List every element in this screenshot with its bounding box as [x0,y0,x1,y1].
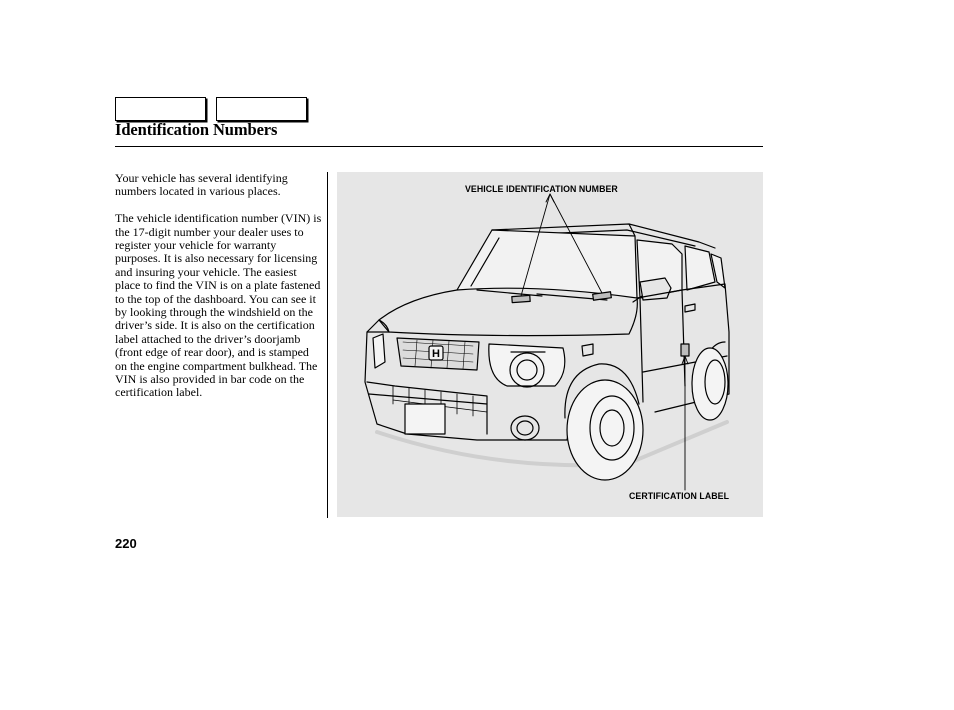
svg-text:H: H [432,348,440,360]
nav-button-previous[interactable] [115,97,206,121]
vin-paragraph: The vehicle identification number (VIN) is the 17-digit number your dealer uses to register your vehicle for warranty purposes. It is also necessary for licensing and insuring your vehicle. The easiest place to find the VIN is on a plate fastened to the top of the dashboard. You can see it by looking through the windshield on the driver’s side. It is also on the certification label attached to the driver’s doorjamb (front edge of rear door), and is stamped on the engine compartment bulkhead. The VIN is also provided in bar code on the certification label. [115,211,322,400]
rear-side-window [685,246,715,290]
door-handle [685,304,695,312]
certification-callout-label: CERTIFICATION LABEL [629,491,729,501]
certification-label-mark [681,344,689,356]
page-title: Identification Numbers [115,120,278,139]
nav-button-next[interactable] [216,97,307,121]
wiper-left [477,290,542,296]
front-tire [567,380,643,480]
license-plate [405,404,445,434]
intro-paragraph: Your vehicle has several identifying numbers located in various places. [115,171,288,199]
title-divider [115,146,763,147]
vin-plate-left [512,295,530,302]
vehicle-drawing [337,172,763,517]
vin-callout-label: VEHICLE IDENTIFICATION NUMBER [465,184,618,194]
column-divider [327,172,328,518]
vehicle-illustration [337,172,763,517]
body-text [115,172,323,413]
fog-light [511,416,539,440]
door-line-front [640,298,643,402]
rear-tire [692,348,728,420]
left-headlight [373,334,385,368]
page-number: 220 [115,536,137,551]
